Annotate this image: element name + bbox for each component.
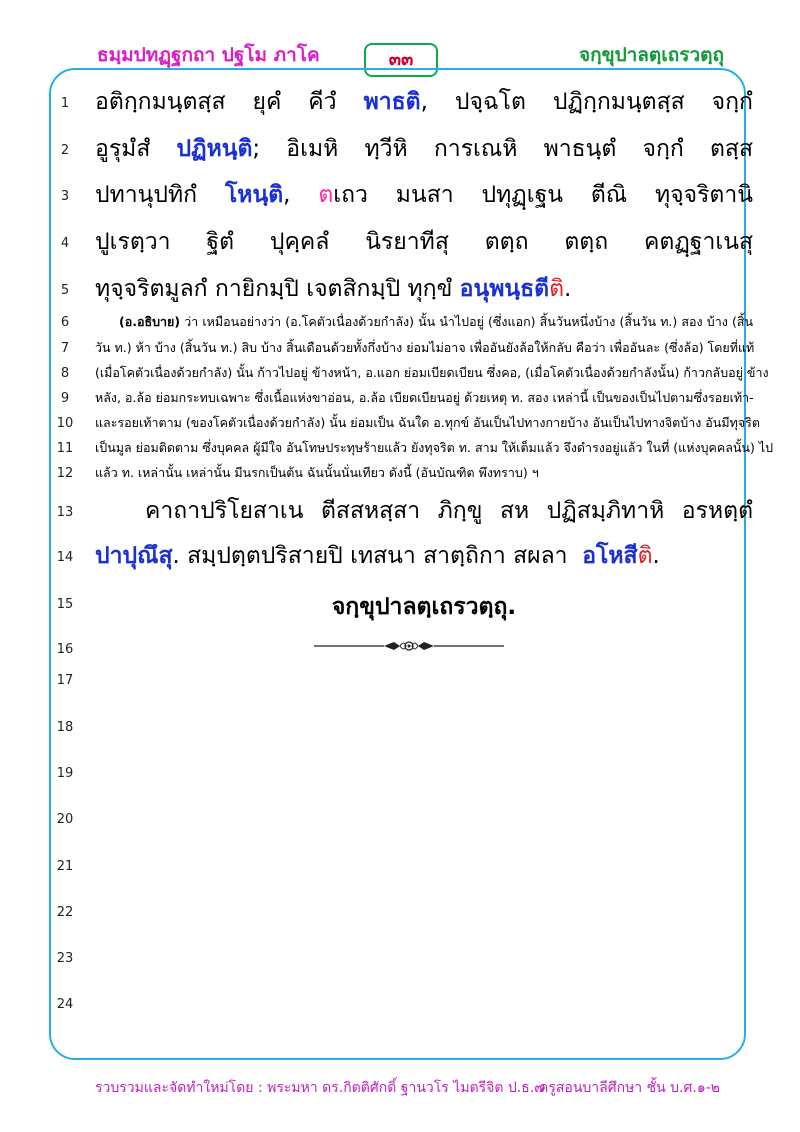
- iti-particle: ติ: [549, 276, 564, 302]
- line-number: 22: [56, 905, 74, 920]
- line-number: 3: [60, 189, 70, 204]
- line-number: 18: [56, 720, 74, 735]
- header-book-title: ธมฺมปทฏฺฐกถา ปฐโม ภาโค: [97, 44, 320, 66]
- commentary-line-9: หลัง, อ.ล้อ ย่อมกระทบเฉพาะ ซึ่งเนื้อแห่งขาอ่อน, อ.ล้อ เบียดเบียนอยู่ ด้วยเหตุ ท. สอง เหล่านี้ เป็นของเป็นไปตามซึ่งรอยเท้า-: [95, 390, 754, 405]
- commentary-label: (อ.อธิบาย): [119, 314, 181, 329]
- pali-text: ทุจฺจริตมูลกํ กายิกมฺปิ เจตสิกมฺปิ ทุกฺขํ: [95, 276, 453, 302]
- iti-particle: ติ: [637, 543, 653, 569]
- page-number-badge: ๓๓: [364, 43, 438, 77]
- pali-text: , ปจฺฉโต ปฏิกฺกมนฺตสฺส จกฺกํ: [420, 89, 753, 115]
- keyword-highlight: ปฏิหนฺติ: [176, 136, 253, 162]
- line-number: 7: [60, 341, 70, 356]
- commentary-line-8: (เมื่อโคตัวเนื่องด้วยกำลัง) นั้น ก้าวไปอยู่ ข้างหน้า, อ.แอก ย่อมเบียดเบียน ซึ่งคอ, (เมื่อโคตัวเนื่องด้วยกำลังนั้น) ก้าวกลับอยู่ ข้าง: [95, 365, 769, 380]
- pali-text: ; อิเมหิ ทฺวีหิ การเณหิ พาธนฺตํ จกฺกํ ตสฺส: [252, 136, 753, 162]
- ornament-divider-icon: [314, 638, 504, 654]
- line-number: 15: [56, 597, 74, 612]
- commentary-line-7: วัน ท.) ห้า บ้าง (สิ้นวัน ท.) สิบ บ้าง สิ้นเดือนด้วยทั้งกึ่งบ้าง ย่อมไม่อาจ เพื่ออันยังล้อให้กลับ คือว่า เพื่ออันละ (ซึ่งล้อ) โดยที่แท้: [95, 340, 755, 355]
- keyword-mark: ต: [318, 182, 334, 208]
- line-number: 21: [56, 859, 74, 874]
- pali-line-2: [95, 135, 753, 163]
- line-number: 13: [56, 505, 74, 520]
- footer-course: ครูสอนบาลีศึกษา ชั้น บ.ศ.๑-๒: [538, 1080, 720, 1096]
- line-number: 23: [56, 951, 74, 966]
- keyword-highlight: อนุพนฺธตี: [459, 276, 550, 302]
- pali-text: อติกฺกมนฺตสฺส ยุคํ คีวํ: [95, 89, 337, 115]
- commentary-text: ว่า เหมือนอย่างว่า (อ.โคตัวเนื่องด้วยกำลัง) นั้น นำไปอยู่ (ซึ่งแอก) สิ้นวันหนึ่งบ้าง (สิ้นวัน ท.) สอง บ้าง (สิ้น: [180, 314, 753, 329]
- line-number: 9: [60, 391, 70, 406]
- line-number: 4: [60, 236, 70, 251]
- pali-line-3: [95, 181, 753, 209]
- keyword-highlight: อโหสี: [582, 543, 638, 569]
- line-number: 19: [56, 766, 74, 781]
- pali-line-4: ปูเรตฺวา ฐิตํ ปุคฺคลํ นิรยาทีสุ ตตฺถ ตตฺถ คตฏฺฐาเนสุ: [95, 229, 753, 255]
- line-number: 1: [60, 96, 70, 111]
- pali-line-14: [95, 542, 753, 570]
- pali-text: อูรุมํสํ: [95, 136, 151, 162]
- pali-text: .: [652, 543, 660, 569]
- pali-line-1: [95, 88, 753, 116]
- line-number: 24: [56, 997, 74, 1012]
- pali-text: ,: [283, 182, 291, 208]
- story-end-title: จกฺขุปาลตฺเถรวตฺถุ.: [331, 594, 517, 620]
- pali-text: .: [564, 276, 572, 302]
- line-number: 8: [60, 366, 70, 381]
- commentary-line-11: เป็นมูล ย่อมติดตาม ซึ่งบุคคล ผู้มีใจ อันโทษประทุษร้ายแล้ว ยังทุจริต ท. สาม ให้เต็มแล้ว จึงดำรงอยู่แล้ว ในที่ (แห่งบุคคลนั้น) ไป: [95, 440, 774, 455]
- commentary-line-6: [95, 313, 753, 331]
- line-number: 2: [60, 143, 70, 158]
- line-number: 17: [56, 673, 74, 688]
- line-number: 16: [56, 642, 74, 657]
- pali-text: ปทานุปทิกํ: [95, 182, 198, 208]
- pali-line-5: [95, 275, 753, 303]
- line-number: 14: [56, 550, 74, 565]
- footer-compiler: รวบรวมและจัดทำใหม่โดย : พระมหา ดร.กิตติศักดิ์ ฐานวโร ไมตรีจิต ป.ธ.๗: [95, 1080, 545, 1096]
- keyword-highlight: ปาปุณึสุ: [95, 543, 173, 569]
- pali-text: . สมฺปตฺตปริสายปิ เทสนา สาตฺถิกา สผลา: [172, 543, 568, 569]
- pali-text: เถว มนสา ปทุฏฺเฐน ตีณิ ทุจฺจริตานิ: [333, 182, 754, 208]
- line-number: 12: [56, 466, 74, 481]
- line-number: 20: [56, 812, 74, 827]
- keyword-highlight: โหนฺติ: [224, 182, 284, 208]
- line-number: 5: [60, 283, 70, 298]
- commentary-line-12: แล้ว ท. เหล่านั้น เหล่านั้น มีนรกเป็นต้น ฉันนั้นนั่นเทียว ดังนี้ (อันบัณฑิต พึงทราบ) ฯ: [95, 465, 539, 480]
- line-number: 11: [56, 441, 74, 456]
- line-number: 6: [60, 315, 70, 330]
- keyword-highlight: พาธติ: [363, 89, 421, 115]
- header-story-title: จกฺขุปาลตฺเถรวตฺถุ: [578, 44, 724, 66]
- pali-line-13: คาถาปริโยสาเน ตีสสหสฺสา ภิกฺขู สห ปฏิสมฺภิทาหิ อรหตฺตํ: [145, 498, 753, 524]
- line-number: 10: [56, 416, 74, 431]
- commentary-line-10: และรอยเท้าตาม (ของโคตัวเนื่องด้วยกำลัง) นั้น ย่อมเป็น ฉันใด อ.ทุกข์ อันเป็นไปทางกายบ้าง อันเป็นไปทางจิตบ้าง อันมีทุจริต: [95, 415, 760, 430]
